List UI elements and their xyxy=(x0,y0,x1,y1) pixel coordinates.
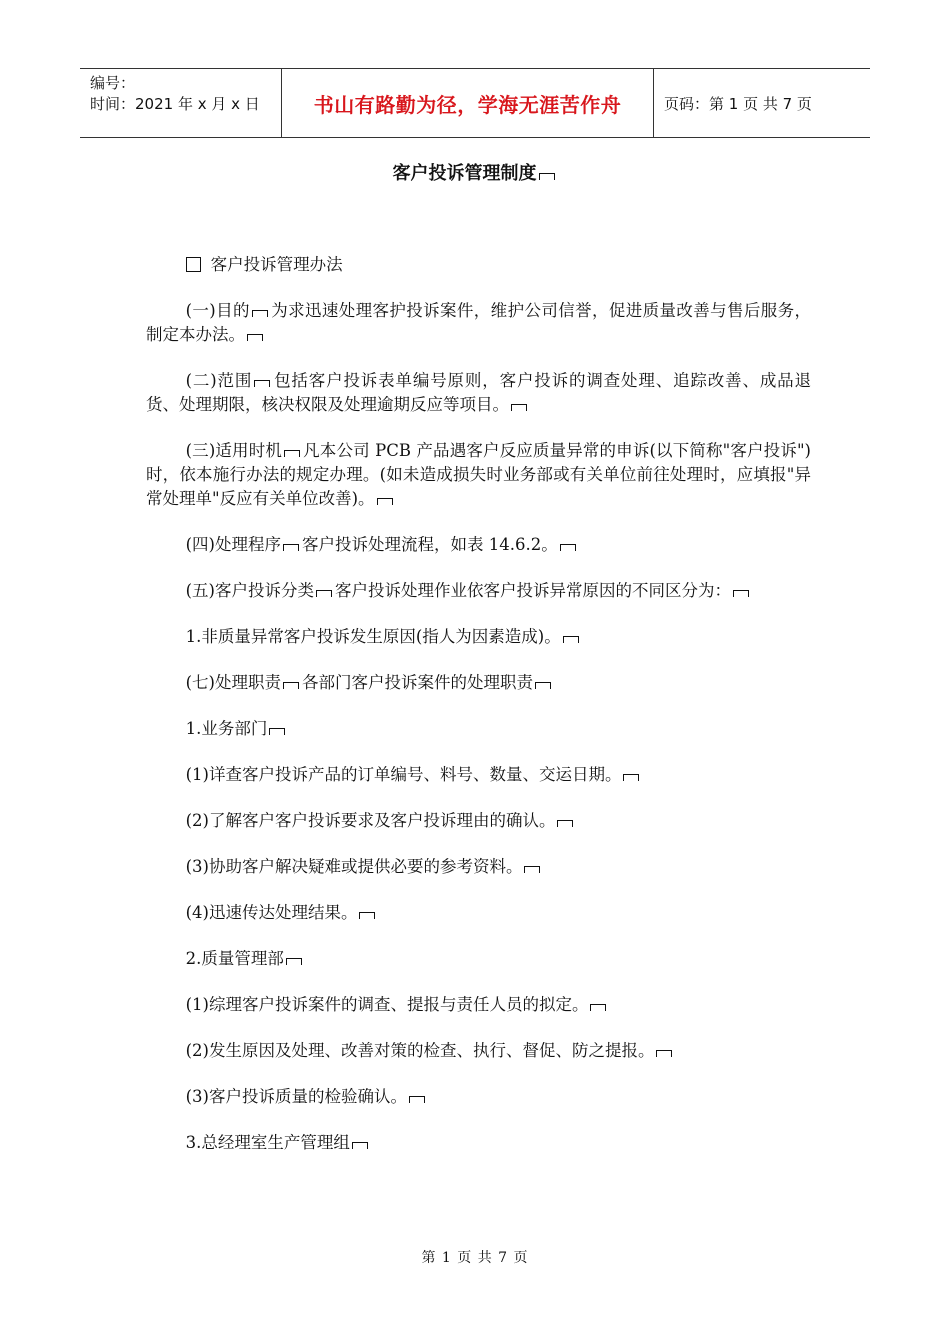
paragraph-lead-text: (4)迅速传达处理结果。 xyxy=(185,903,358,922)
paragraph-lead-text: (七)处理职责 xyxy=(185,673,281,692)
page-footer: 第 1 页 共 7 页 xyxy=(421,1250,529,1266)
paragraph-rest-text: 凡本公司 PCB 产品遇客户反应质量异常的申诉(以下简称"客户投诉")时，依本施行办法的规定办理。(如未造成损失时业务部或有关单位前往处理时，应填报"异常处理单"反应有关单位改善)。 xyxy=(146,441,811,508)
paragraph-lead-text: 客户投诉管理办法 xyxy=(210,255,343,274)
paragraph-mark-icon xyxy=(269,728,285,735)
paragraph-lead-text: (2)了解客户客户投诉要求及客户投诉理由的确认。 xyxy=(185,811,556,830)
document-title xyxy=(0,159,950,185)
header-meta xyxy=(80,69,281,137)
paragraph-lead-text: (2)发生原因及处理、改善对策的检查、执行、督促、防之提报。 xyxy=(185,1041,655,1060)
checkbox-square-icon xyxy=(186,257,201,272)
paragraph-mark-icon xyxy=(623,774,639,781)
paragraph-lead-text: 3.总经理室生产管理组 xyxy=(185,1133,350,1152)
paragraph xyxy=(146,439,811,511)
paragraph-lead-text: (四)处理程序 xyxy=(185,535,281,554)
paragraph-mark-icon xyxy=(283,544,299,551)
paragraph-mark-icon xyxy=(254,380,270,387)
document-body xyxy=(146,253,811,1177)
document-time-label: 时间：2021 年 x 月 x 日 xyxy=(90,95,260,113)
paragraph-lead-text: (1)详查客户投诉产品的订单编号、料号、数量、交运日期。 xyxy=(185,765,622,784)
paragraph-mark-icon xyxy=(590,1004,606,1011)
paragraph xyxy=(146,299,811,347)
paragraph xyxy=(146,1039,811,1063)
paragraph xyxy=(146,947,811,971)
document-title-text: 客户投诉管理制度 xyxy=(392,163,537,184)
paragraph-mark-icon xyxy=(247,334,263,341)
paragraph-mark-icon xyxy=(539,173,555,180)
paragraph-mark-icon xyxy=(560,544,576,551)
paragraph-mark-icon xyxy=(557,820,573,827)
paragraph-mark-icon xyxy=(733,590,749,597)
paragraph-lead-text: (1)综理客户投诉案件的调查、提报与责任人员的拟定。 xyxy=(185,995,589,1014)
paragraph xyxy=(146,625,811,649)
paragraph-lead-text: (三)适用时机 xyxy=(185,441,283,460)
paragraph-mark-icon xyxy=(377,498,393,505)
paragraph xyxy=(146,855,811,879)
paragraph xyxy=(146,901,811,925)
paragraph-rest-text: 包括客户投诉表单编号原则，客户投诉的调查处理、追踪改善、成品退货、处理期限，核决权限及处理逾期反应等项目。 xyxy=(146,371,812,414)
paragraph-lead-text: (3)客户投诉质量的检验确认。 xyxy=(185,1087,407,1106)
paragraph-lead-text: 1.非质量异常客户投诉发生原因(指人为因素造成)。 xyxy=(185,627,561,646)
paragraph xyxy=(146,579,811,603)
paragraph-lead-text: 2.质量管理部 xyxy=(185,949,284,968)
paragraph-lead-text: (3)协助客户解决疑难或提供必要的参考资料。 xyxy=(185,857,523,876)
paragraph-mark-icon xyxy=(359,912,375,919)
header-slogan: 书山有路勤为径，学海无涯苦作舟 xyxy=(281,69,654,137)
paragraph-lead-text: (五)客户投诉分类 xyxy=(185,581,314,600)
paragraph-mark-icon xyxy=(535,682,551,689)
paragraph xyxy=(146,369,811,417)
paragraph-rest-text: 客户投诉处理流程，如表 14.6.2。 xyxy=(301,535,558,554)
paragraph-mark-icon xyxy=(563,636,579,643)
paragraph xyxy=(146,533,811,557)
paragraph-mark-icon xyxy=(511,404,527,411)
paragraph xyxy=(146,809,811,833)
paragraph-mark-icon xyxy=(656,1050,672,1057)
document-number-label: 编号： xyxy=(90,74,136,92)
paragraph xyxy=(146,253,811,277)
paragraph xyxy=(146,717,811,741)
paragraph-rest-text: 各部门客户投诉案件的处理职责 xyxy=(301,673,533,692)
paragraph xyxy=(146,763,811,787)
paragraph xyxy=(146,1085,811,1109)
paragraph-mark-icon xyxy=(316,590,332,597)
paragraph-mark-icon xyxy=(409,1096,425,1103)
paragraph-mark-icon xyxy=(352,1142,368,1149)
paragraph-rest-text: 为求迅速处理客护投诉案件，维护公司信誉，促进质量改善与售后服务，制定本办法。 xyxy=(146,301,812,344)
page-header xyxy=(80,68,870,138)
paragraph-lead-text: (一)目的 xyxy=(185,301,250,320)
paragraph-mark-icon xyxy=(524,866,540,873)
paragraph-mark-icon xyxy=(286,958,302,965)
paragraph xyxy=(146,1131,811,1155)
paragraph xyxy=(146,671,811,695)
paragraph-mark-icon xyxy=(252,310,268,317)
header-page-info: 页码：第 1 页 共 7 页 xyxy=(664,94,812,113)
paragraph-mark-icon xyxy=(283,682,299,689)
paragraph-lead-text: (二)范围 xyxy=(185,371,253,390)
paragraph-mark-icon xyxy=(284,450,300,457)
paragraph-rest-text: 客户投诉处理作业依客户投诉异常原因的不同区分为： xyxy=(334,581,731,600)
paragraph xyxy=(146,993,811,1017)
paragraph-lead-text: 1.业务部门 xyxy=(185,719,268,738)
